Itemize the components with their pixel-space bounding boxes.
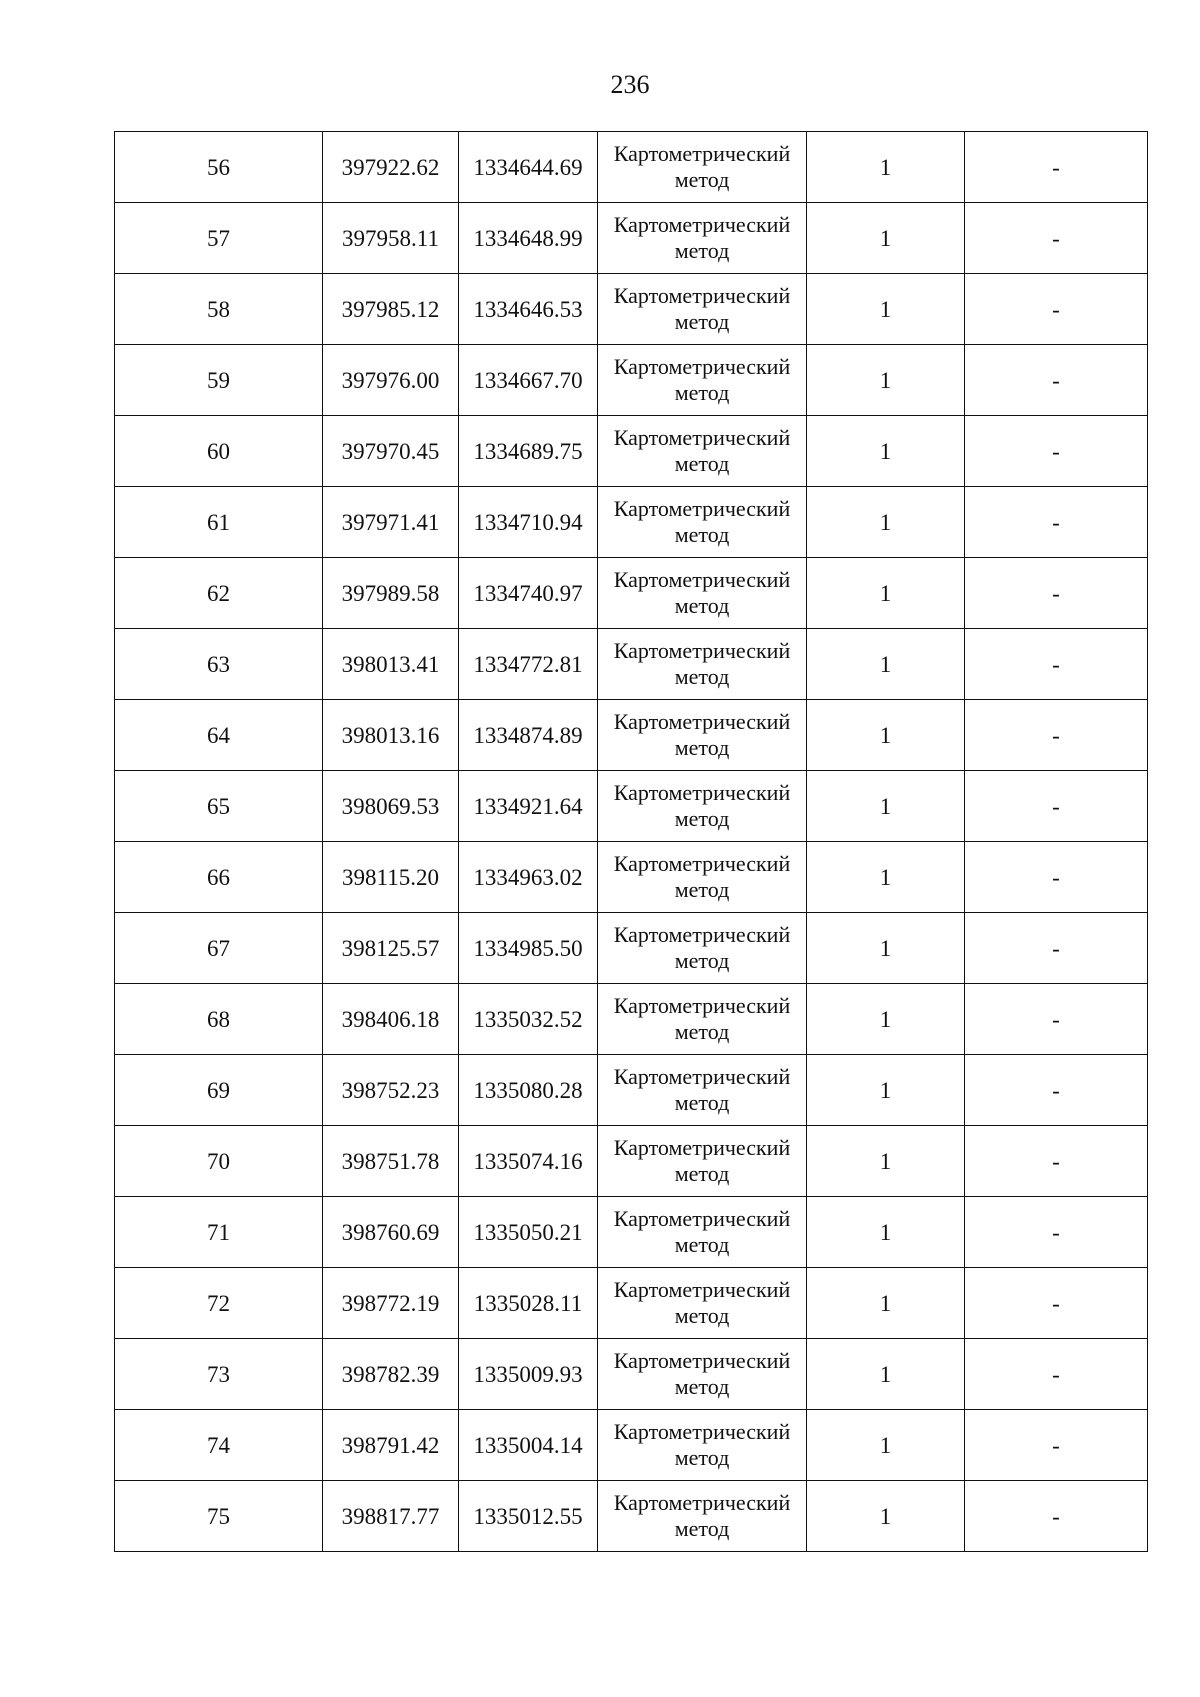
table-row [115, 203, 1148, 274]
note-cell: - [965, 274, 1148, 345]
y-coordinate-cell: 1334963.02 [459, 842, 598, 913]
y-coordinate-cell: 1334646.53 [459, 274, 598, 345]
table-row [115, 274, 1148, 345]
method-cell [598, 842, 807, 913]
method-line-2: метод [674, 948, 730, 973]
x-coordinate-cell: 397985.12 [323, 274, 459, 345]
y-coordinate-cell: 1334710.94 [459, 487, 598, 558]
y-coordinate-cell: 1335074.16 [459, 1126, 598, 1197]
x-coordinate-cell: 398406.18 [323, 984, 459, 1055]
method-line-1: Картометрический [613, 851, 791, 876]
note-cell: - [965, 487, 1148, 558]
note-cell: - [965, 1055, 1148, 1126]
method-line-1: Картометрический [613, 212, 791, 237]
table-row [115, 487, 1148, 558]
method-cell [598, 629, 807, 700]
y-coordinate-cell: 1334921.64 [459, 771, 598, 842]
precision-cell: 1 [807, 416, 965, 487]
x-coordinate-cell: 398069.53 [323, 771, 459, 842]
precision-cell: 1 [807, 700, 965, 771]
y-coordinate-cell: 1335004.14 [459, 1410, 598, 1481]
method-line-2: метод [674, 380, 730, 405]
method-line-1: Картометрический [613, 1064, 791, 1089]
note-cell: - [965, 1268, 1148, 1339]
method-line-2: метод [674, 1445, 730, 1470]
table-row [115, 416, 1148, 487]
method-line-1: Картометрический [613, 993, 791, 1018]
method-line-2: метод [674, 451, 730, 476]
precision-cell: 1 [807, 345, 965, 416]
method-line-1: Картометрический [613, 922, 791, 947]
y-coordinate-cell: 1334985.50 [459, 913, 598, 984]
x-coordinate-cell: 397922.62 [323, 132, 459, 203]
method-line-1: Картометрический [613, 425, 791, 450]
method-cell [598, 345, 807, 416]
point-number-cell: 71 [115, 1197, 323, 1268]
method-line-1: Картометрический [613, 141, 791, 166]
precision-cell: 1 [807, 487, 965, 558]
note-cell: - [965, 1339, 1148, 1410]
note-cell: - [965, 345, 1148, 416]
method-cell [598, 1197, 807, 1268]
point-number-cell: 64 [115, 700, 323, 771]
note-cell: - [965, 1481, 1148, 1552]
point-number-cell: 73 [115, 1339, 323, 1410]
note-cell: - [965, 1410, 1148, 1481]
precision-cell: 1 [807, 913, 965, 984]
table-row [115, 1126, 1148, 1197]
table-row [115, 558, 1148, 629]
x-coordinate-cell: 398013.41 [323, 629, 459, 700]
method-cell [598, 1339, 807, 1410]
method-cell [598, 1055, 807, 1126]
method-line-2: метод [674, 167, 730, 192]
x-coordinate-cell: 397976.00 [323, 345, 459, 416]
method-line-2: метод [674, 1303, 730, 1328]
y-coordinate-cell: 1334644.69 [459, 132, 598, 203]
coordinates-table [114, 131, 1148, 1552]
method-cell [598, 1126, 807, 1197]
note-cell: - [965, 1126, 1148, 1197]
method-line-1: Картометрический [613, 638, 791, 663]
method-line-2: метод [674, 238, 730, 263]
coordinates-table-body [115, 132, 1148, 1552]
x-coordinate-cell: 397989.58 [323, 558, 459, 629]
table-row [115, 1055, 1148, 1126]
table-row [115, 984, 1148, 1055]
y-coordinate-cell: 1334689.75 [459, 416, 598, 487]
x-coordinate-cell: 397970.45 [323, 416, 459, 487]
method-line-1: Картометрический [613, 496, 791, 521]
point-number-cell: 61 [115, 487, 323, 558]
method-cell [598, 771, 807, 842]
method-line-2: метод [674, 1516, 730, 1541]
x-coordinate-cell: 398115.20 [323, 842, 459, 913]
precision-cell: 1 [807, 558, 965, 629]
table-row [115, 842, 1148, 913]
precision-cell: 1 [807, 132, 965, 203]
x-coordinate-cell: 398772.19 [323, 1268, 459, 1339]
precision-cell: 1 [807, 1481, 965, 1552]
method-line-1: Картометрический [613, 1490, 791, 1515]
y-coordinate-cell: 1334667.70 [459, 345, 598, 416]
page-number: 236 [610, 70, 650, 99]
note-cell: - [965, 558, 1148, 629]
method-line-2: метод [674, 309, 730, 334]
note-cell: - [965, 629, 1148, 700]
method-line-2: метод [674, 1161, 730, 1186]
point-number-cell: 68 [115, 984, 323, 1055]
method-cell [598, 700, 807, 771]
precision-cell: 1 [807, 1410, 965, 1481]
method-cell [598, 1268, 807, 1339]
x-coordinate-cell: 398760.69 [323, 1197, 459, 1268]
method-line-1: Картометрический [613, 567, 791, 592]
y-coordinate-cell: 1335012.55 [459, 1481, 598, 1552]
method-line-1: Картометрический [613, 1277, 791, 1302]
y-coordinate-cell: 1335050.21 [459, 1197, 598, 1268]
method-cell [598, 1410, 807, 1481]
point-number-cell: 65 [115, 771, 323, 842]
method-cell [598, 913, 807, 984]
point-number-cell: 56 [115, 132, 323, 203]
precision-cell: 1 [807, 629, 965, 700]
precision-cell: 1 [807, 1339, 965, 1410]
y-coordinate-cell: 1335028.11 [459, 1268, 598, 1339]
point-number-cell: 67 [115, 913, 323, 984]
point-number-cell: 58 [115, 274, 323, 345]
method-cell [598, 416, 807, 487]
precision-cell: 1 [807, 1126, 965, 1197]
y-coordinate-cell: 1335009.93 [459, 1339, 598, 1410]
precision-cell: 1 [807, 203, 965, 274]
y-coordinate-cell: 1335080.28 [459, 1055, 598, 1126]
x-coordinate-cell: 397958.11 [323, 203, 459, 274]
note-cell: - [965, 1197, 1148, 1268]
point-number-cell: 69 [115, 1055, 323, 1126]
note-cell: - [965, 771, 1148, 842]
method-line-2: метод [674, 806, 730, 831]
note-cell: - [965, 842, 1148, 913]
method-line-2: метод [674, 1374, 730, 1399]
point-number-cell: 66 [115, 842, 323, 913]
x-coordinate-cell: 398817.77 [323, 1481, 459, 1552]
note-cell: - [965, 203, 1148, 274]
method-line-2: метод [674, 735, 730, 760]
table-row [115, 1481, 1148, 1552]
point-number-cell: 63 [115, 629, 323, 700]
precision-cell: 1 [807, 1268, 965, 1339]
method-line-2: метод [674, 877, 730, 902]
x-coordinate-cell: 398752.23 [323, 1055, 459, 1126]
x-coordinate-cell: 398751.78 [323, 1126, 459, 1197]
x-coordinate-cell: 398791.42 [323, 1410, 459, 1481]
table-row [115, 1197, 1148, 1268]
method-cell [598, 558, 807, 629]
point-number-cell: 74 [115, 1410, 323, 1481]
method-line-1: Картометрический [613, 1348, 791, 1373]
point-number-cell: 60 [115, 416, 323, 487]
x-coordinate-cell: 398013.16 [323, 700, 459, 771]
precision-cell: 1 [807, 1055, 965, 1126]
y-coordinate-cell: 1334874.89 [459, 700, 598, 771]
method-cell [598, 984, 807, 1055]
precision-cell: 1 [807, 771, 965, 842]
method-line-1: Картометрический [613, 1419, 791, 1444]
note-cell: - [965, 913, 1148, 984]
precision-cell: 1 [807, 984, 965, 1055]
table-row [115, 1268, 1148, 1339]
method-line-1: Картометрический [613, 283, 791, 308]
method-line-1: Картометрический [613, 1206, 791, 1231]
point-number-cell: 59 [115, 345, 323, 416]
table-row [115, 1410, 1148, 1481]
point-number-cell: 75 [115, 1481, 323, 1552]
table-row [115, 771, 1148, 842]
note-cell: - [965, 416, 1148, 487]
method-cell [598, 132, 807, 203]
x-coordinate-cell: 397971.41 [323, 487, 459, 558]
point-number-cell: 57 [115, 203, 323, 274]
method-line-2: метод [674, 1232, 730, 1257]
method-line-1: Картометрический [613, 709, 791, 734]
y-coordinate-cell: 1334648.99 [459, 203, 598, 274]
table-row [115, 345, 1148, 416]
method-line-2: метод [674, 593, 730, 618]
table-row [115, 1339, 1148, 1410]
method-cell [598, 1481, 807, 1552]
note-cell: - [965, 984, 1148, 1055]
y-coordinate-cell: 1335032.52 [459, 984, 598, 1055]
method-line-1: Картометрический [613, 780, 791, 805]
precision-cell: 1 [807, 842, 965, 913]
table-row [115, 629, 1148, 700]
method-line-2: метод [674, 664, 730, 689]
x-coordinate-cell: 398125.57 [323, 913, 459, 984]
point-number-cell: 70 [115, 1126, 323, 1197]
note-cell: - [965, 700, 1148, 771]
y-coordinate-cell: 1334772.81 [459, 629, 598, 700]
method-cell [598, 487, 807, 558]
method-line-2: метод [674, 1090, 730, 1115]
method-line-2: метод [674, 522, 730, 547]
method-line-1: Картометрический [613, 1135, 791, 1160]
point-number-cell: 62 [115, 558, 323, 629]
precision-cell: 1 [807, 1197, 965, 1268]
table-row [115, 913, 1148, 984]
note-cell: - [965, 132, 1148, 203]
y-coordinate-cell: 1334740.97 [459, 558, 598, 629]
method-cell [598, 274, 807, 345]
precision-cell: 1 [807, 274, 965, 345]
point-number-cell: 72 [115, 1268, 323, 1339]
method-line-2: метод [674, 1019, 730, 1044]
table-row [115, 700, 1148, 771]
table-row [115, 132, 1148, 203]
x-coordinate-cell: 398782.39 [323, 1339, 459, 1410]
method-cell [598, 203, 807, 274]
method-line-1: Картометрический [613, 354, 791, 379]
